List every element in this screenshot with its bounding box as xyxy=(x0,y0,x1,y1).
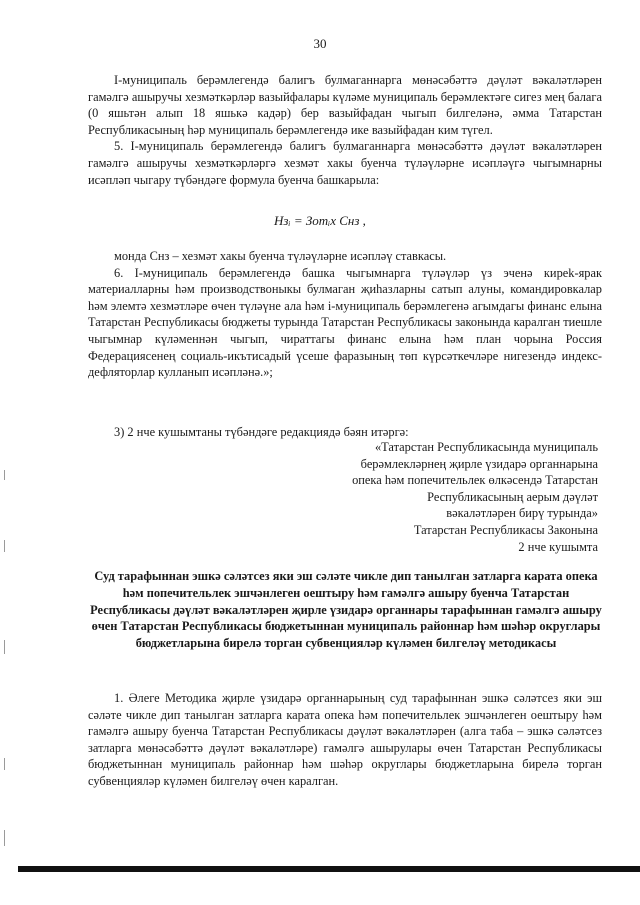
margin-mark xyxy=(4,758,5,770)
paragraph-5: 5. І-муниципаль берәмлегендә балигъ булмаганнарга мөнәсәбәттә дәүләт вәкаләтләрен гамәлгә ашыручы хезмәткәрләргә хезмәт хакы буенча түләүләрне исәпләүгә чыгымнарны исәпләп чыгару түбәндәге формула буенча башкарыла: xyxy=(88,139,602,187)
item-3-instruction: 3) 2 нче кушымтаны түбәндәге редакциядә бәян итәргә: xyxy=(114,425,409,439)
appendix-note-line: вәкаләтләрен бирү турында» xyxy=(446,506,598,521)
paragraph-vacancies: І-муниципаль берәмлегендә балигъ булмаганнарга мөнәсәбәттә дәүләт вәкаләтләрен гамәлгә ашыручы хезмәткәрләр вазыйфалары күләме муниципаль берәмлектәге сигез мең балага (0 яшьтән алып 18 яшькә кадәр) бер вазыйфадан чыгып билгеләнә, әмма Татарстан Республикасының һәр муниципаль берәмлегендә ике вазыйфадан ким түгел. xyxy=(88,73,602,137)
margin-mark xyxy=(4,470,5,480)
margin-mark xyxy=(4,640,5,654)
appendix-note-line: Татарстан Республикасы Законына xyxy=(413,522,598,537)
body-block-1 xyxy=(88,72,602,188)
appendix-note-line: «Татарстан Республикасында муниципаль xyxy=(374,440,598,454)
formula-explanation: монда Снз – хезмәт хакы буенча түләүләрне исәпләү ставкасы. xyxy=(114,249,447,263)
methodology-heading: Суд тарафыннан эшкә сәләтсез яки эш сәләте чикле дип танылган затларга карата опека һәм попечительлек эшчәнлеген оештыру һәм гамәлгә ашыру буенча Татарстан Республикасы дәүләт вәкаләтләрен җирле үзидарә органнары тарафыннан гамәлгә ашыру өчен Татарстан Республикасы бюджетыннан муниципаль районнар һәм шәһәр округлары бюджетларына бирелә торган субвенцияләр күләмен билгеләү методикасы xyxy=(90,569,602,651)
page-number: 30 xyxy=(313,36,327,51)
appendix-note-line: опека һәм попечительлек өлкәсендә Татарстан xyxy=(352,473,598,488)
scan-edge-line xyxy=(18,866,640,872)
formula: Нзᵢ = Зотᵢх Снз , xyxy=(274,213,366,228)
methodology-paragraph-1: 1. Әлеге Методика җирле үзидарә органнарының суд тарафыннан эшкә сәләтсез яки эш сәләте чикле дип танылган затларга карата опека һәм попечительлек эшчәнлеген оештыру һәм гамәлгә ашыру буенча Татарстан Республикасы дәүләт вәкаләтләрен (алга таба – эшкә сәләтсез затларга мөнәсәбәттә дәүләт вәкаләтләре) гамәлгә ашырулары өчен Татарстан Республикасы бюджетыннан муниципаль районнар һәм шәһәр округлары бюджетларына бирелә торган субвенцияләр күләмен билгеләү өчен каралган. xyxy=(88,691,602,788)
appendix-note-line: берәмлекләрнең җирле үзидарә органнарына xyxy=(360,456,598,471)
body-block-2 xyxy=(88,248,602,381)
appendix-note-line: Республикасының аерым дәүләт xyxy=(427,489,598,504)
appendix-note-line: 2 нче кушымта xyxy=(518,539,598,554)
appendix-note xyxy=(352,439,598,555)
margin-mark xyxy=(4,830,5,846)
margin-mark xyxy=(4,540,5,552)
paragraph-6: 6. І-муниципаль берәмлегендә башка чыгымнарга түләүләр үз эченә киреk-ярак материалларны һәм производствоныкы булмаган җиһазларны сатып алуны, командировкалар һәм элемтә хезмәтләре өчен түләүне ала һәм і-муниципаль берәмлегенә агымдагы финанс елына Татарстан Республикасы бюджеты турында Татарстан Республикасы законында каралган тиешле чыгымнар күләменнән чыгып, чираттагы финанс елына һәм план чорына Россия Федерациясенең социаль-икътисадый үсеше фаразының төп күрсәткечләре нигезендә индекс-дефляторлар кулланып исәпләнә.»; xyxy=(88,265,602,380)
body-block-4 xyxy=(88,690,602,790)
